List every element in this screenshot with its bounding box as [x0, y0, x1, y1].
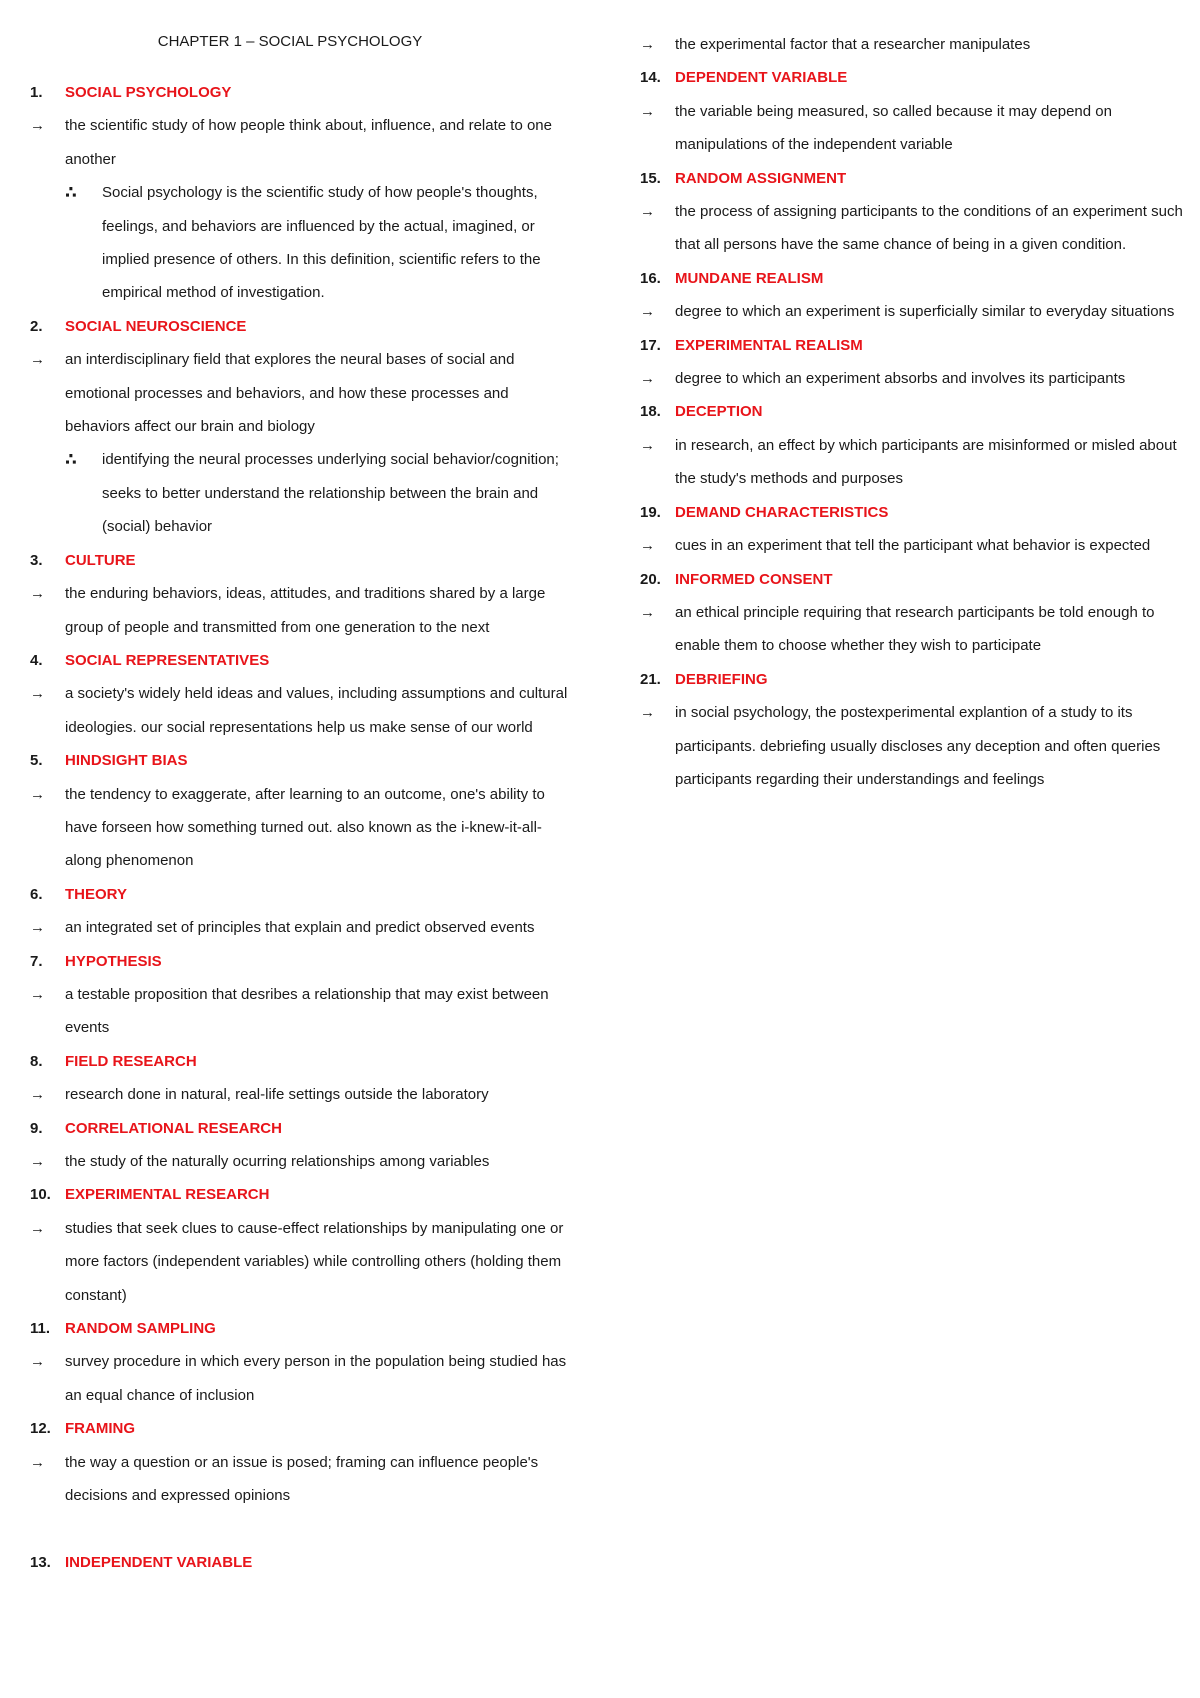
term-number: 9. [30, 1119, 43, 1137]
definition [30, 1446, 570, 1513]
definition [30, 1145, 570, 1178]
arrow-icon: → [30, 585, 45, 603]
term-number: 8. [30, 1052, 43, 1070]
term-number: 10. [30, 1186, 51, 1204]
term-heading [640, 663, 1185, 696]
term-heading [30, 1312, 570, 1345]
definition [640, 195, 1185, 262]
definition [640, 596, 1185, 663]
definition [640, 429, 1185, 496]
sub-note-text: identifying the neural processes underlying social behavior/cognition; seeks to better understand the relationship between the brain and (social) behavior [102, 451, 559, 536]
definition [640, 295, 1185, 328]
definition [640, 28, 1185, 61]
term-heading [640, 563, 1185, 596]
definition-text: the tendency to exaggerate, after learning to an outcome, one's ability to have forseen how something turned out. also known as the i-knew-it-all-along phenomenon [65, 785, 545, 870]
term-heading [640, 395, 1185, 428]
definition [30, 1212, 570, 1312]
term-label: MUNDANE REALISM [675, 269, 824, 287]
term-number: 4. [30, 651, 43, 669]
definition-text: degree to which an experiment is superficially similar to everyday situations [675, 303, 1175, 321]
term-label: INDEPENDENT VARIABLE [65, 1554, 253, 1572]
definition [30, 978, 570, 1045]
term-heading [30, 76, 570, 109]
term-heading [30, 945, 570, 978]
term-number: 19. [640, 503, 661, 521]
term-heading [30, 1178, 570, 1211]
definition [30, 677, 570, 744]
definition-text: the variable being measured, so called because it may depend on manipulations of the independent variable [675, 102, 1112, 154]
term-heading [640, 496, 1185, 529]
term-heading [30, 878, 570, 911]
definition [30, 577, 570, 644]
definition [640, 362, 1185, 395]
term-label: HYPOTHESIS [65, 952, 162, 970]
term-number: 17. [640, 336, 661, 354]
definition-text: survey procedure in which every person in the population being studied has an equal chance of inclusion [65, 1353, 567, 1404]
term-label: DEPENDENT VARIABLE [675, 69, 848, 87]
definition [30, 778, 570, 878]
page-title: CHAPTER 1 – SOCIAL PSYCHOLOGY [157, 33, 423, 50]
arrow-icon: → [30, 685, 45, 703]
sub-note [30, 176, 570, 310]
definition-text: a testable proposition that desribes a relationship that may exist between events [65, 985, 549, 1037]
definition-text: the scientific study of how people think about, influence, and relate to one another [65, 117, 552, 168]
definition [30, 109, 570, 176]
arrow-icon: → [640, 36, 655, 53]
term-number: 6. [30, 885, 43, 903]
arrow-icon: → [640, 370, 655, 388]
term-label: SOCIAL PSYCHOLOGY [65, 84, 232, 101]
term-label: RANDOM ASSIGNMENT [675, 169, 847, 187]
definition-text: in research, an effect by which participants are misinformed or misled about the study's methods and purposes [675, 436, 1177, 488]
arrow-icon: → [640, 537, 655, 555]
term-number: 5. [30, 752, 43, 770]
term-number: 13. [30, 1554, 51, 1572]
definition [640, 529, 1185, 562]
term-number: 11. [30, 1320, 51, 1338]
term-label: FIELD RESEARCH [65, 1052, 197, 1070]
right-column [640, 28, 1185, 796]
term-number: 15. [640, 169, 661, 187]
term-label: DEBRIEFING [675, 670, 768, 688]
definition-text: cues in an experiment that tell the participant what behavior is expected [675, 537, 1151, 555]
definition-text: the experimental factor that a researcher manipulates [675, 36, 1031, 53]
left-term-list [30, 76, 570, 1580]
definition [30, 1078, 570, 1111]
term-number: 1. [30, 84, 43, 101]
sub-note [30, 443, 570, 543]
left-column [30, 28, 570, 1580]
term-label: CULTURE [65, 551, 136, 569]
definition-text: research done in natural, real-life settings outside the laboratory [65, 1086, 489, 1104]
term-heading [640, 162, 1185, 195]
definition-text: an interdisciplinary field that explores the neural bases of social and emotional processes and behaviors, and how these processes and behaviors affect our brain and biology [65, 351, 515, 436]
term-label: DECEPTION [675, 403, 763, 421]
term-label: SOCIAL NEUROSCIENCE [65, 317, 247, 335]
definition-text: the enduring behaviors, ideas, attitudes, and traditions shared by a large group of people and transmitted from one generation to the next [65, 585, 546, 636]
definition-text: the study of the naturally ocurring relationships among variables [65, 1153, 490, 1170]
term-heading [30, 1546, 570, 1579]
spacer [30, 1512, 570, 1546]
term-label: FRAMING [65, 1420, 135, 1438]
term-number: 7. [30, 952, 43, 970]
arrow-icon: → [30, 1353, 45, 1371]
term-label: DEMAND CHARACTERISTICS [675, 503, 889, 521]
term-number: 16. [640, 269, 661, 287]
term-label: SOCIAL REPRESENTATIVES [65, 651, 270, 669]
definition-text: degree to which an experiment absorbs and involves its participants [675, 370, 1126, 388]
arrow-icon: → [30, 117, 45, 135]
definition-text: the process of assigning participants to the conditions of an experiment such that all persons have the same chance of being in a given condition. [675, 203, 1183, 254]
arrow-icon: → [640, 603, 655, 621]
arrow-icon: → [640, 102, 655, 120]
term-number: 20. [640, 570, 661, 588]
term-heading [640, 61, 1185, 94]
arrow-icon: → [30, 985, 45, 1003]
arrow-icon: → [640, 303, 655, 321]
definition-text: in social psychology, the postexperimental explantion of a study to its participants. debriefing usually discloses any deception and often queries participants regarding their understandings and feelings [675, 704, 1161, 788]
term-number: 14. [640, 69, 661, 87]
right-term-list [640, 28, 1185, 796]
definition [30, 1345, 570, 1412]
definition [30, 911, 570, 944]
term-label: HINDSIGHT BIAS [65, 752, 188, 770]
term-label: INFORMED CONSENT [675, 570, 833, 588]
term-heading [30, 644, 570, 677]
term-label: EXPERIMENTAL RESEARCH [65, 1186, 270, 1204]
definition-text: an ethical principle requiring that research participants be told enough to enable them to choose whether they wish to participate [675, 603, 1155, 655]
term-heading [640, 329, 1185, 362]
arrow-icon: → [30, 785, 45, 803]
term-heading [30, 1045, 570, 1078]
therefore-icon: ∴ [65, 183, 77, 203]
arrow-icon: → [30, 919, 45, 937]
arrow-icon: → [30, 1086, 45, 1104]
definition [640, 696, 1185, 796]
term-number: 3. [30, 551, 43, 569]
sub-note-text: Social psychology is the scientific study of how people's thoughts, feelings, and behaviors are influenced by the actual, imagined, or implied presence of others. In this definition, scientific refers to the empirical method of investigation. [102, 184, 541, 302]
term-heading [30, 1112, 570, 1145]
therefore-icon: ∴ [65, 450, 77, 470]
term-heading [30, 544, 570, 577]
definition-text: a society's widely held ideas and values, including assumptions and cultural ideologies. our social representations help us make sense of our world [65, 685, 568, 736]
definition [30, 343, 570, 443]
arrow-icon: → [30, 1153, 45, 1170]
term-heading [30, 310, 570, 343]
definition-text: an integrated set of principles that explain and predict observed events [65, 919, 535, 937]
arrow-icon: → [640, 436, 655, 454]
arrow-icon: → [30, 1219, 45, 1237]
arrow-icon: → [30, 1453, 45, 1471]
term-number: 2. [30, 317, 43, 335]
definition [640, 95, 1185, 162]
term-number: 18. [640, 403, 661, 421]
term-heading [30, 1412, 570, 1445]
term-heading [640, 262, 1185, 295]
arrow-icon: → [640, 704, 655, 722]
arrow-icon: → [30, 351, 45, 369]
definition-text: studies that seek clues to cause-effect relationships by manipulating one or more factors (independent variables) while controlling others (holding them constant) [65, 1219, 564, 1304]
definition-text: the way a question or an issue is posed; framing can influence people's decisions and expressed opinions [65, 1453, 539, 1505]
term-label: CORRELATIONAL RESEARCH [65, 1119, 282, 1137]
term-label: EXPERIMENTAL REALISM [675, 336, 863, 354]
term-number: 12. [30, 1420, 51, 1438]
term-label: THEORY [65, 885, 127, 903]
term-heading [30, 744, 570, 777]
arrow-icon: → [640, 203, 655, 221]
term-number: 21. [640, 670, 661, 688]
term-label: RANDOM SAMPLING [65, 1320, 216, 1338]
